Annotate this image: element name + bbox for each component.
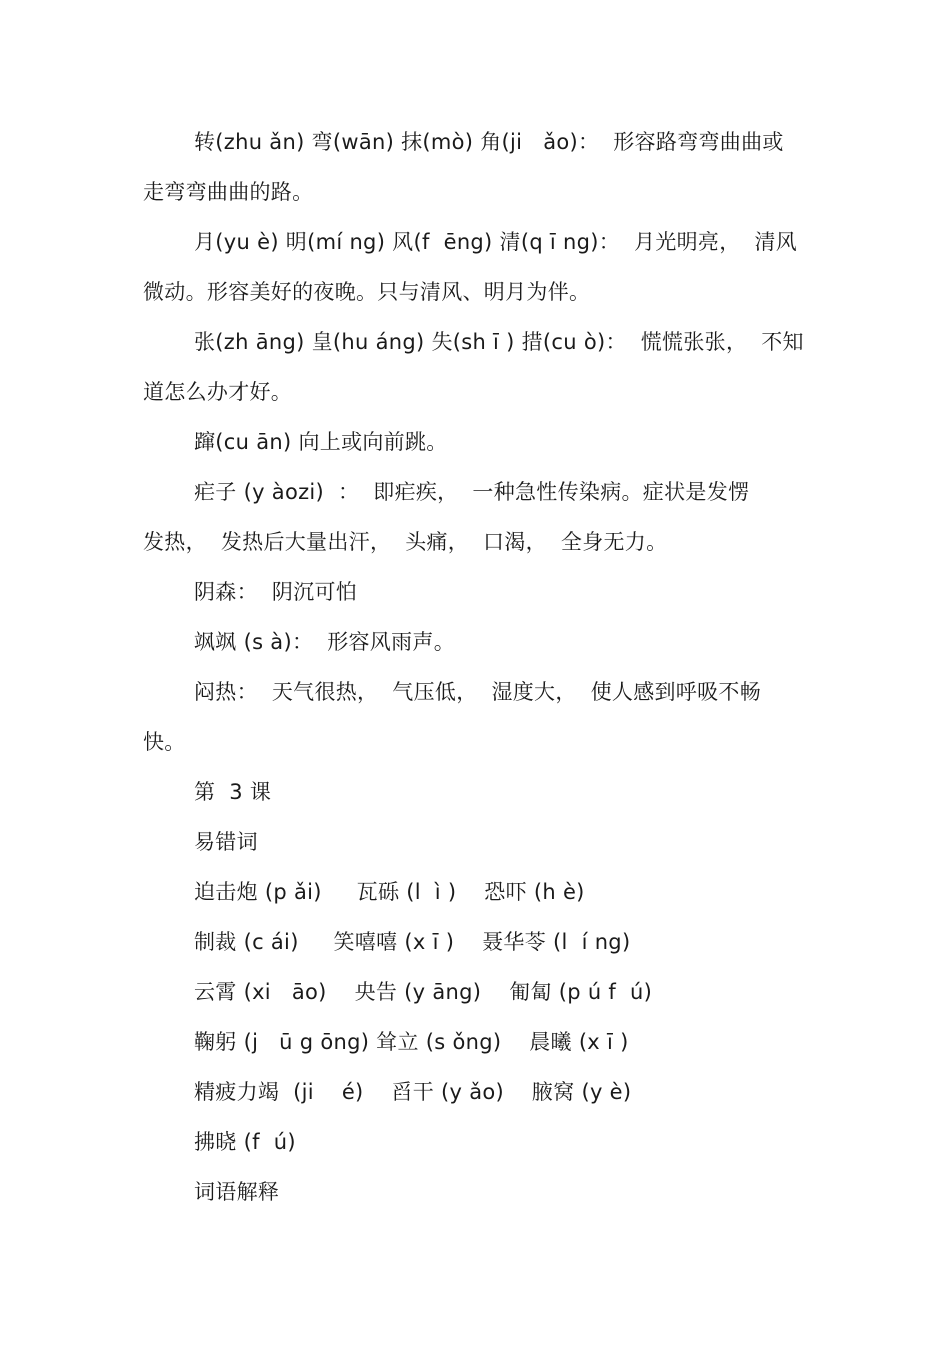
text-line: 迫击炮 (p ǎi) 瓦砾 (l ì ) 恐吓 (h è)	[194, 880, 585, 904]
text-line: 走弯弯曲曲的路。	[143, 180, 314, 204]
text-line: 疟子 (y àozi) ： 即疟疾， 一种急性传染病。症状是发愣	[194, 480, 750, 504]
text-line: 鞠躬 (j ū g ōng) 耸立 (s ǒng) 晨曦 (x ī )	[194, 1030, 629, 1054]
text-line: 快。	[143, 730, 186, 754]
text-line: 闷热： 天气很热， 气压低， 湿度大， 使人感到呼吸不畅	[194, 680, 761, 704]
section-heading: 易错词	[194, 830, 258, 854]
text-line: 道怎么办才好。	[143, 380, 293, 404]
text-line: 微动。形容美好的夜晚。只与清风、明月为伴。	[143, 280, 591, 304]
text-line: 转(zhu ǎn) 弯(wān) 抹(mò) 角(ji ǎo)： 形容路弯弯曲曲或	[194, 130, 784, 154]
text-line: 阴森： 阴沉可怕	[194, 580, 358, 604]
text-line: 拂晓 (f ú)	[194, 1130, 296, 1154]
section-heading: 第 3 课	[194, 780, 272, 804]
text-line: 精疲力竭 (ji é) 舀干 (y ǎo) 腋窝 (y è)	[194, 1080, 632, 1104]
text-line: 张(zh āng) 皇(hu áng) 失(sh ī ) 措(cu ò)： 慌慌张张， 不知	[194, 330, 804, 354]
text-line: 制裁 (c ái) 笑嘻嘻 (x ī ) 聂华苓 (l í ng)	[194, 930, 631, 954]
section-heading: 词语解释	[194, 1180, 280, 1204]
text-line: 云霄 (xi āo) 央告 (y āng) 匍匐 (p ú f ú)	[194, 980, 653, 1004]
text-line: 发热， 发热后大量出汗， 头痛， 口渴， 全身无力。	[143, 530, 668, 554]
text-line: 飒飒 (s à)： 形容风雨声。	[194, 630, 455, 654]
text-line: 月(yu è) 明(mí ng) 风(f ēng) 清(q ī ng)： 月光明亮， 清风	[194, 230, 798, 254]
text-line: 蹿(cu ān) 向上或向前跳。	[194, 430, 448, 454]
